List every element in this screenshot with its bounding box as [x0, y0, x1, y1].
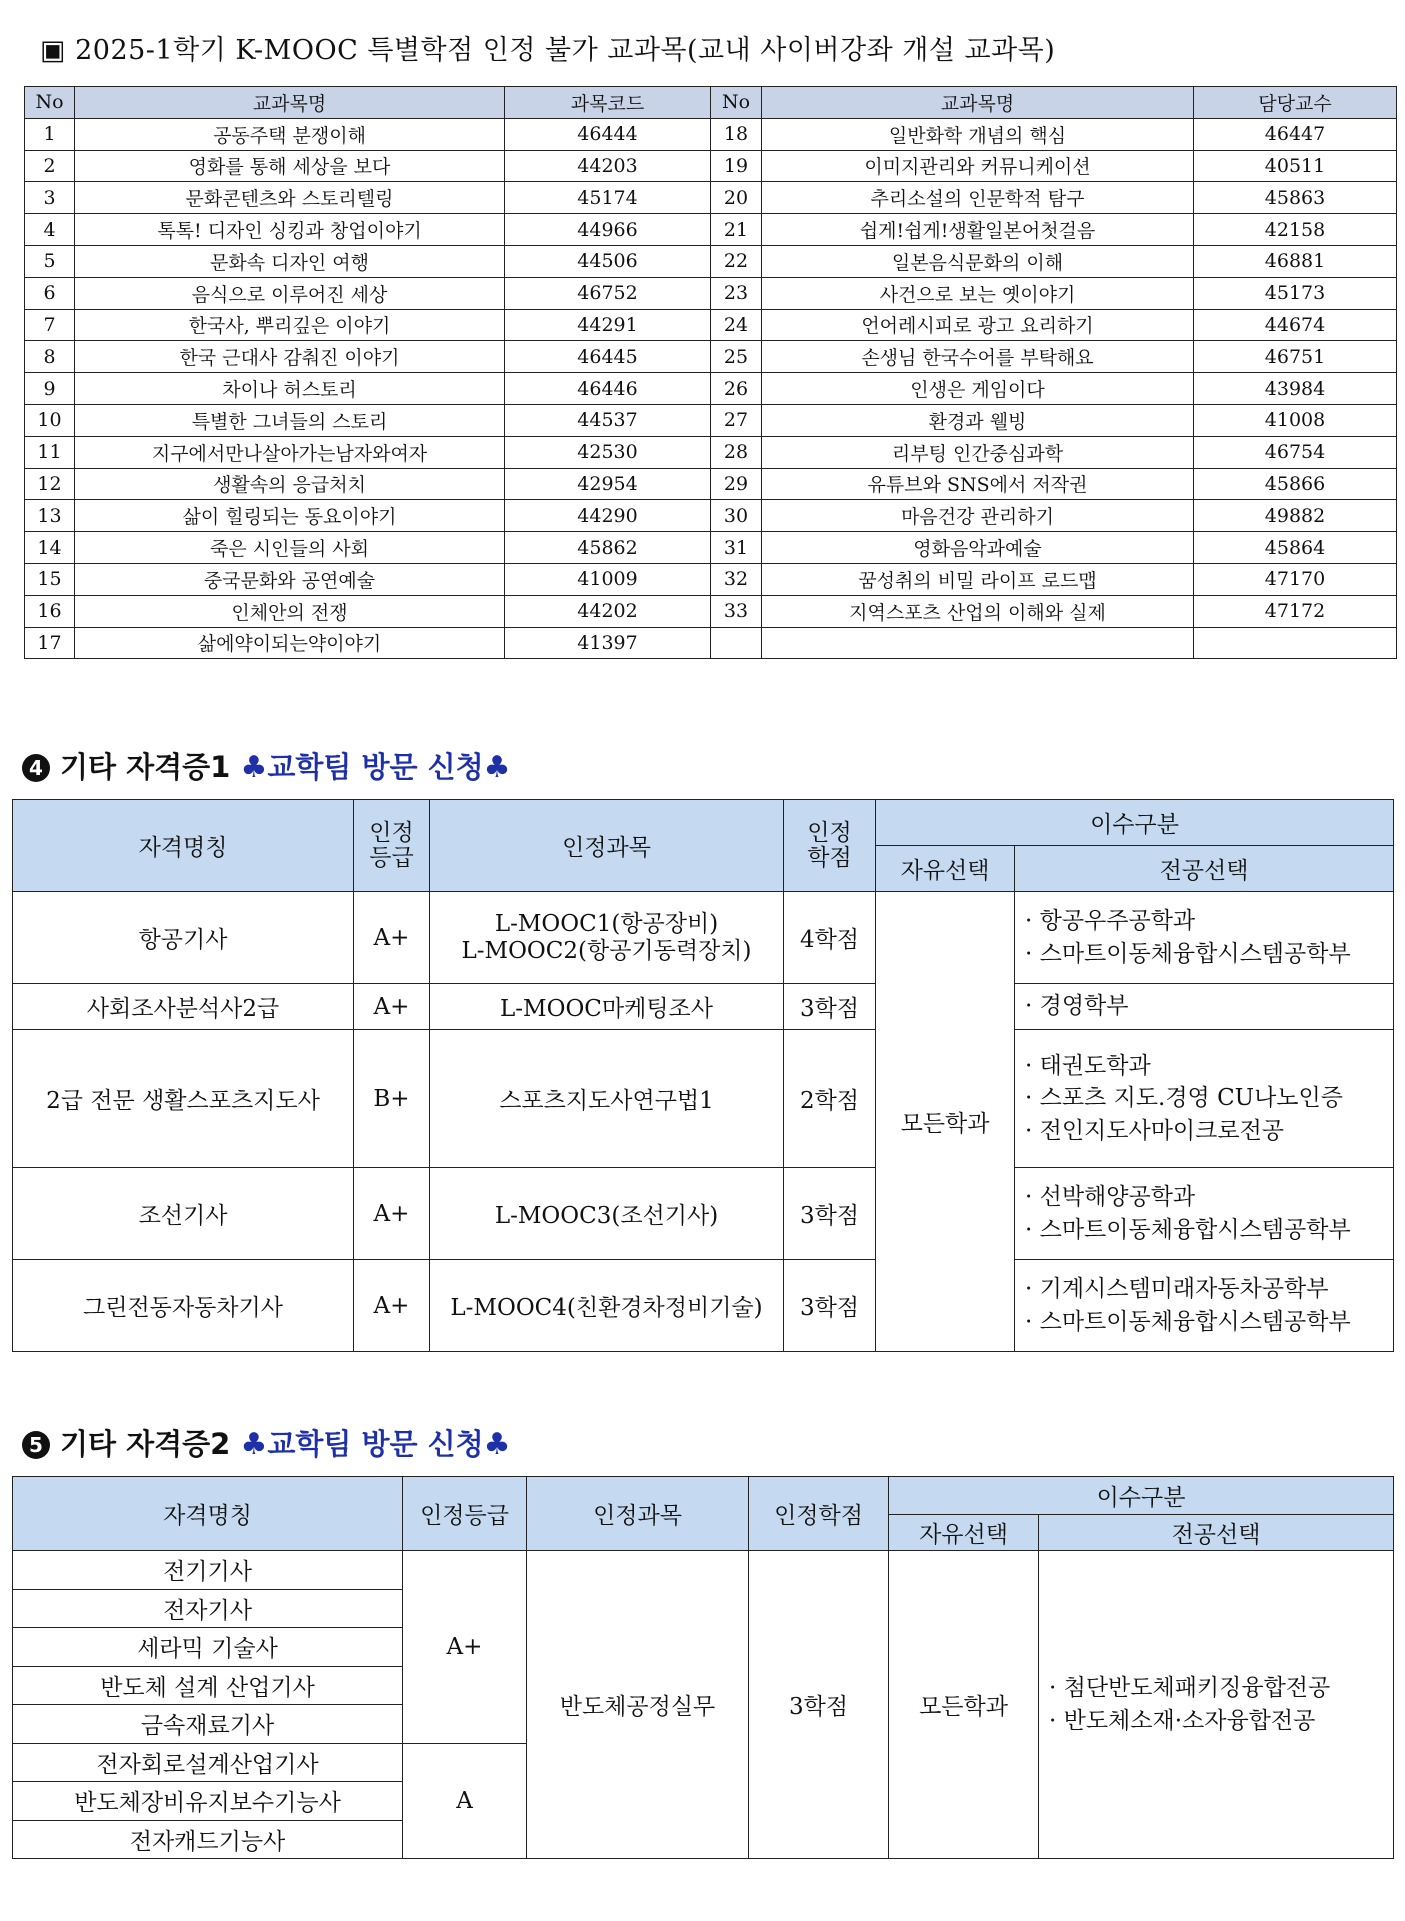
- table-row: [25, 150, 1397, 182]
- cert-grade: A+: [354, 892, 430, 984]
- course-name: 한국 근대사 감춰진 이야기: [75, 341, 505, 373]
- col-header-cert-name: 자격명칭: [13, 800, 354, 892]
- course-name: 삶에약이되는약이야기: [75, 627, 505, 659]
- course-code: 44290: [505, 500, 711, 532]
- table-row: [13, 1551, 1394, 1590]
- course-code: 43984: [1194, 373, 1397, 405]
- club-icon: ♣: [240, 1427, 268, 1462]
- course-code: 45864: [1194, 532, 1397, 564]
- course-name: 톡톡! 디자인 싱킹과 창업이야기: [75, 214, 505, 246]
- course-name: 환경과 웰빙: [762, 404, 1194, 436]
- major-item: · 경영학부: [1025, 993, 1129, 1020]
- row-no: 10: [25, 404, 75, 436]
- course-code: 41397: [505, 627, 711, 659]
- visit-request-text: 교학팀 방문 신청: [267, 1427, 484, 1461]
- major-item: · 전인지도사마이크로전공: [1025, 1117, 1285, 1144]
- col-header-cert-name: 자격명칭: [13, 1477, 403, 1551]
- section-title-text: 기타 자격증1: [60, 750, 231, 784]
- table-row: [25, 277, 1397, 309]
- cert-credit: 3학점: [784, 984, 876, 1030]
- col-header-course: 인정과목: [430, 800, 784, 892]
- cert-credit: 2학점: [784, 1030, 876, 1168]
- grade-header-line2: 등급: [369, 844, 414, 871]
- major-choice-cell: [1015, 892, 1394, 984]
- row-no: 17: [25, 627, 75, 659]
- table-row: [25, 118, 1397, 150]
- cert-name: 반도체 설계 산업기사: [13, 1666, 403, 1705]
- row-no: 14: [25, 532, 75, 564]
- major-choice-cell: [1015, 984, 1394, 1030]
- major-item: · 스마트이동체융합시스템공학부: [1025, 940, 1351, 967]
- section4-title: [22, 745, 511, 786]
- cert-grade: A+: [354, 1168, 430, 1260]
- cert-name: 금속재료기사: [13, 1705, 403, 1744]
- course-code: 49882: [1194, 500, 1397, 532]
- row-no: 18: [711, 118, 762, 150]
- course-code: 44202: [505, 595, 711, 627]
- course-name: 리부팅 인간중심과학: [762, 436, 1194, 468]
- course-code: 45174: [505, 182, 711, 214]
- course-code: 45863: [1194, 182, 1397, 214]
- cert-name: 전기기사: [13, 1551, 403, 1590]
- table-row: [25, 245, 1397, 277]
- course-name: 손생님 한국수어를 부탁해요: [762, 341, 1194, 373]
- course-name: 이미지관리와 커뮤니케이션: [762, 150, 1194, 182]
- course-code: 42530: [505, 436, 711, 468]
- course-code: 44966: [505, 214, 711, 246]
- table-row: [25, 404, 1397, 436]
- course-name: 공동주택 분쟁이해: [75, 118, 505, 150]
- row-no: 21: [711, 214, 762, 246]
- table-row: [13, 892, 1394, 984]
- course-code: 46447: [1194, 118, 1397, 150]
- row-no: 15: [25, 563, 75, 595]
- course-name: 한국사, 뿌리깊은 이야기: [75, 309, 505, 341]
- course-name: 인체안의 전쟁: [75, 595, 505, 627]
- col-header-course-name: 교과목명: [762, 87, 1194, 119]
- course-name: 유튜브와 SNS에서 저작권: [762, 468, 1194, 500]
- table-row: [25, 532, 1397, 564]
- section5-title: [22, 1422, 511, 1463]
- course-name: 중국문화와 공연예술: [75, 563, 505, 595]
- col-header-no: No: [711, 87, 762, 119]
- course-name: 문화속 디자인 여행: [75, 245, 505, 277]
- table-row: [25, 500, 1397, 532]
- col-header-free-choice: 자유선택: [889, 1515, 1039, 1551]
- row-no: 9: [25, 373, 75, 405]
- row-no: 23: [711, 277, 762, 309]
- cert-name: 조선기사: [13, 1168, 354, 1260]
- table-row: [13, 1260, 1394, 1352]
- cert-name: 반도체장비유지보수기능사: [13, 1782, 403, 1821]
- row-no: 30: [711, 500, 762, 532]
- row-no: 11: [25, 436, 75, 468]
- major-item: · 기계시스템미래자동차공학부: [1025, 1276, 1329, 1303]
- row-no: 4: [25, 214, 75, 246]
- major-item: · 스포츠 지도.경영 CU나노인증: [1025, 1085, 1343, 1112]
- table-row: [25, 595, 1397, 627]
- row-no: 3: [25, 182, 75, 214]
- major-choice-cell: [1015, 1260, 1394, 1352]
- cert-course-line: L-MOOC1(항공장비): [494, 911, 719, 938]
- course-code: 42954: [505, 468, 711, 500]
- course-name: 일반화학 개념의 핵심: [762, 118, 1194, 150]
- major-choice-cell: [1039, 1551, 1394, 1859]
- section-title-text: 기타 자격증2: [60, 1427, 231, 1461]
- col-header-free-choice: 자유선택: [876, 846, 1015, 892]
- course-name: 음식으로 이루어진 세상: [75, 277, 505, 309]
- course-code: 47172: [1194, 595, 1397, 627]
- row-no: 6: [25, 277, 75, 309]
- cert-name: 세라믹 기술사: [13, 1628, 403, 1667]
- major-item: · 선박해양공학과: [1025, 1184, 1196, 1211]
- course-name: 생활속의 응급처치: [75, 468, 505, 500]
- major-item: · 첨단반도체패키징융합전공: [1049, 1675, 1331, 1702]
- certificate2-table: [12, 1476, 1394, 1859]
- certificate1-table: [12, 799, 1394, 1352]
- course-name: 추리소설의 인문학적 탐구: [762, 182, 1194, 214]
- table-row: [25, 309, 1397, 341]
- cert-name: 2급 전문 생활스포츠지도사: [13, 1030, 354, 1168]
- table-row: [25, 373, 1397, 405]
- section-number-badge: 4: [22, 754, 50, 782]
- course-code: 44291: [505, 309, 711, 341]
- row-no: 26: [711, 373, 762, 405]
- course-code: 45173: [1194, 277, 1397, 309]
- course-code: 44537: [505, 404, 711, 436]
- cert-credit: 4학점: [784, 892, 876, 984]
- course-name: 지역스포츠 산업의 이해와 실제: [762, 595, 1194, 627]
- row-no: 25: [711, 341, 762, 373]
- col-header-credit: [784, 800, 876, 892]
- row-no: 16: [25, 595, 75, 627]
- cert-name: 전자캐드기능사: [13, 1820, 403, 1859]
- grade-header-line1: 인정: [369, 820, 414, 847]
- major-choice-cell: [1015, 1030, 1394, 1168]
- course-name: [762, 627, 1194, 659]
- cert-name: 전자회로설계산업기사: [13, 1743, 403, 1782]
- cert-name: 사회조사분석사2급: [13, 984, 354, 1030]
- row-no: 29: [711, 468, 762, 500]
- row-no: 32: [711, 563, 762, 595]
- table-header-row: [13, 800, 1394, 846]
- course-code: 41009: [505, 563, 711, 595]
- course-name: 일본음식문화의 이해: [762, 245, 1194, 277]
- section1-title: ▣ 2025-1학기 K-MOOC 특별학점 인정 불가 교과목(교내 사이버강좌 개설 교과목): [40, 35, 1056, 66]
- cert-grade: A: [403, 1743, 527, 1859]
- course-code: 46445: [505, 341, 711, 373]
- major-item: · 태권도학과: [1025, 1053, 1151, 1080]
- col-header-professor: 담당교수: [1194, 87, 1397, 119]
- cert-grade: A+: [354, 984, 430, 1030]
- kmooc-excluded-table: [24, 86, 1397, 659]
- club-icon: ♣: [240, 750, 268, 785]
- free-choice-cell: 모든학과: [889, 1551, 1039, 1859]
- cert-credit: 3학점: [784, 1168, 876, 1260]
- row-no: 2: [25, 150, 75, 182]
- major-item: · 반도체소재·소자융합전공: [1049, 1707, 1316, 1734]
- cert-name: 항공기사: [13, 892, 354, 984]
- club-icon: ♣: [483, 1427, 511, 1462]
- row-no: 33: [711, 595, 762, 627]
- major-choice-cell: [1015, 1168, 1394, 1260]
- row-no: 5: [25, 245, 75, 277]
- row-no: [711, 627, 762, 659]
- col-header-grade: 인정등급: [403, 1477, 527, 1551]
- table-row: [25, 563, 1397, 595]
- cert-grade: A+: [354, 1260, 430, 1352]
- course-code: 45862: [505, 532, 711, 564]
- row-no: 24: [711, 309, 762, 341]
- major-item: · 항공우주공학과: [1025, 908, 1196, 935]
- col-header-major-choice: 전공선택: [1015, 846, 1394, 892]
- table-row: [25, 627, 1397, 659]
- credit-header-line2: 학점: [807, 844, 852, 871]
- course-code: 45866: [1194, 468, 1397, 500]
- row-no: 13: [25, 500, 75, 532]
- table-row: [13, 1030, 1394, 1168]
- cert-course: 스포츠지도사연구법1: [430, 1030, 784, 1168]
- course-name: 사건으로 보는 옛이야기: [762, 277, 1194, 309]
- row-no: 19: [711, 150, 762, 182]
- section-number-badge: 5: [22, 1431, 50, 1459]
- col-header-grade: [354, 800, 430, 892]
- col-header-course-name: 교과목명: [75, 87, 505, 119]
- row-no: 7: [25, 309, 75, 341]
- course-code: 46752: [505, 277, 711, 309]
- course-code: 46446: [505, 373, 711, 405]
- course-code: [1194, 627, 1397, 659]
- row-no: 31: [711, 532, 762, 564]
- cert-grade: A+: [403, 1551, 527, 1744]
- table-row: [25, 214, 1397, 246]
- table-row: [13, 1168, 1394, 1260]
- course-name: 언어레시피로 광고 요리하기: [762, 309, 1194, 341]
- table-header-row: [25, 87, 1397, 119]
- club-icon: ♣: [483, 750, 511, 785]
- course-code: 42158: [1194, 214, 1397, 246]
- course-code: 46444: [505, 118, 711, 150]
- table-row: [13, 984, 1394, 1030]
- course-code: 46754: [1194, 436, 1397, 468]
- row-no: 8: [25, 341, 75, 373]
- cert-grade: B+: [354, 1030, 430, 1168]
- course-name: 꿈성취의 비밀 라이프 로드맵: [762, 563, 1194, 595]
- row-no: 22: [711, 245, 762, 277]
- course-code: 44674: [1194, 309, 1397, 341]
- col-header-no: No: [25, 87, 75, 119]
- cert-course-line: L-MOOC2(항공기동력장치): [461, 937, 752, 964]
- course-name: 차이나 허스토리: [75, 373, 505, 405]
- course-name: 영화음악과예술: [762, 532, 1194, 564]
- course-name: 마음건강 관리하기: [762, 500, 1194, 532]
- course-name: 쉽게!쉽게!생활일본어첫걸음: [762, 214, 1194, 246]
- credit-header-line1: 인정: [807, 820, 852, 847]
- col-header-course-code: 과목코드: [505, 87, 711, 119]
- row-no: 20: [711, 182, 762, 214]
- cert-credit: 3학점: [749, 1551, 889, 1859]
- course-name: 특별한 그녀들의 스토리: [75, 404, 505, 436]
- row-no: 1: [25, 118, 75, 150]
- col-header-course: 인정과목: [527, 1477, 749, 1551]
- cert-credit: 3학점: [784, 1260, 876, 1352]
- col-header-category: 이수구분: [889, 1477, 1394, 1515]
- table-row: [25, 436, 1397, 468]
- course-name: 죽은 시인들의 사회: [75, 532, 505, 564]
- major-item: · 스마트이동체융합시스템공학부: [1025, 1216, 1351, 1243]
- course-code: 46881: [1194, 245, 1397, 277]
- course-code: 40511: [1194, 150, 1397, 182]
- cert-course: L-MOOC마케팅조사: [430, 984, 784, 1030]
- col-header-credit: 인정학점: [749, 1477, 889, 1551]
- free-choice-cell: 모든학과: [876, 892, 1015, 1352]
- course-name: 삶이 힐링되는 동요이야기: [75, 500, 505, 532]
- col-header-category: 이수구분: [876, 800, 1394, 846]
- visit-request-text: 교학팀 방문 신청: [267, 750, 484, 784]
- table-row: [25, 468, 1397, 500]
- row-no: 12: [25, 468, 75, 500]
- course-code: 46751: [1194, 341, 1397, 373]
- cert-name: 그린전동자동차기사: [13, 1260, 354, 1352]
- course-name: 문화콘텐츠와 스토리텔링: [75, 182, 505, 214]
- course-code: 41008: [1194, 404, 1397, 436]
- course-code: 44506: [505, 245, 711, 277]
- cert-course: L-MOOC4(친환경차정비기술): [430, 1260, 784, 1352]
- cert-course: [430, 892, 784, 984]
- table-header-row: [13, 1477, 1394, 1515]
- cert-course: L-MOOC3(조선기사): [430, 1168, 784, 1260]
- course-code: 47170: [1194, 563, 1397, 595]
- cert-name: 전자기사: [13, 1589, 403, 1628]
- table-row: [25, 182, 1397, 214]
- cert-course: 반도체공정실무: [527, 1551, 749, 1859]
- course-name: 인생은 게임이다: [762, 373, 1194, 405]
- col-header-major-choice: 전공선택: [1039, 1515, 1394, 1551]
- course-name: 영화를 통해 세상을 보다: [75, 150, 505, 182]
- course-name: 지구에서만나살아가는남자와여자: [75, 436, 505, 468]
- row-no: 27: [711, 404, 762, 436]
- row-no: 28: [711, 436, 762, 468]
- course-code: 44203: [505, 150, 711, 182]
- table-row: [25, 341, 1397, 373]
- major-item: · 스마트이동체융합시스템공학부: [1025, 1308, 1351, 1335]
